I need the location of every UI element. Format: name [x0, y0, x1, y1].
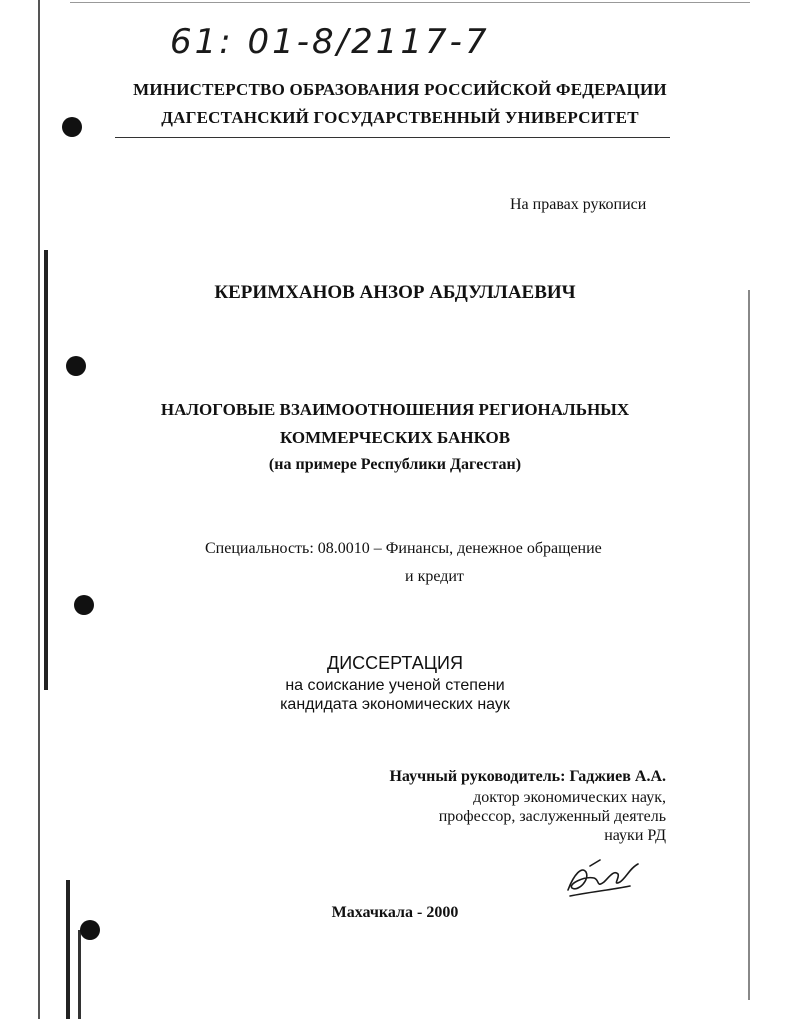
dissertation-heading: ДИССЕРТАЦИЯ — [327, 653, 463, 673]
specialty-line2: и кредит — [405, 568, 464, 585]
university-name: ДАГЕСТАНСКИЙ ГОСУДАРСТВЕННЫЙ УНИВЕРСИТЕТ — [161, 108, 639, 127]
thesis-title-line2: КОММЕРЧЕСКИХ БАНКОВ — [279, 428, 511, 447]
supervisor-label: Научный руководитель: Гаджиев А.А. — [389, 768, 666, 785]
punch-hole-3 — [74, 595, 94, 615]
punch-hole-2 — [66, 356, 86, 376]
scan-edge-top — [70, 2, 750, 3]
dissertation-line2: кандидата экономических наук — [280, 696, 510, 713]
header-divider — [115, 137, 670, 138]
scan-edge-left-dark — [44, 250, 48, 690]
city-year: Махачкала - 2000 — [331, 904, 459, 921]
supervisor-degree: доктор экономических наук, — [473, 789, 666, 806]
thesis-title-line1: НАЛОГОВЫЕ ВЗАИМООТНОШЕНИЯ РЕГИОНАЛЬНЫХ — [160, 400, 630, 419]
supervisor-title: профессор, заслуженный деятель — [438, 808, 666, 825]
punch-hole-4 — [80, 920, 100, 940]
author-name: КЕРИМХАНОВ АНЗОР АБДУЛЛАЕВИЧ — [214, 282, 576, 303]
supervisor-signature — [560, 852, 650, 902]
supervisor-title-2: науки РД — [604, 827, 666, 844]
specialty-line1: Специальность: 08.0010 – Финансы, денежное обращение — [205, 540, 602, 557]
ministry-name: МИНИСТЕРСТВО ОБРАЗОВАНИЯ РОССИЙСКОЙ ФЕДЕРАЦИИ — [133, 80, 667, 99]
scan-edge-left-bottom — [66, 880, 70, 1019]
scan-edge-left-bottom-2 — [78, 930, 81, 1019]
manuscript-note: На правах рукописи — [510, 196, 647, 213]
thesis-subtitle: (на примере Республики Дагестан) — [268, 456, 522, 473]
scan-edge-right — [748, 290, 750, 1000]
punch-hole-1 — [62, 117, 82, 137]
scan-edge-left — [38, 0, 40, 1019]
dissertation-line1: на соискание ученой степени — [285, 677, 505, 694]
registration-number: 61: 01-8/2117-7 — [170, 22, 490, 62]
